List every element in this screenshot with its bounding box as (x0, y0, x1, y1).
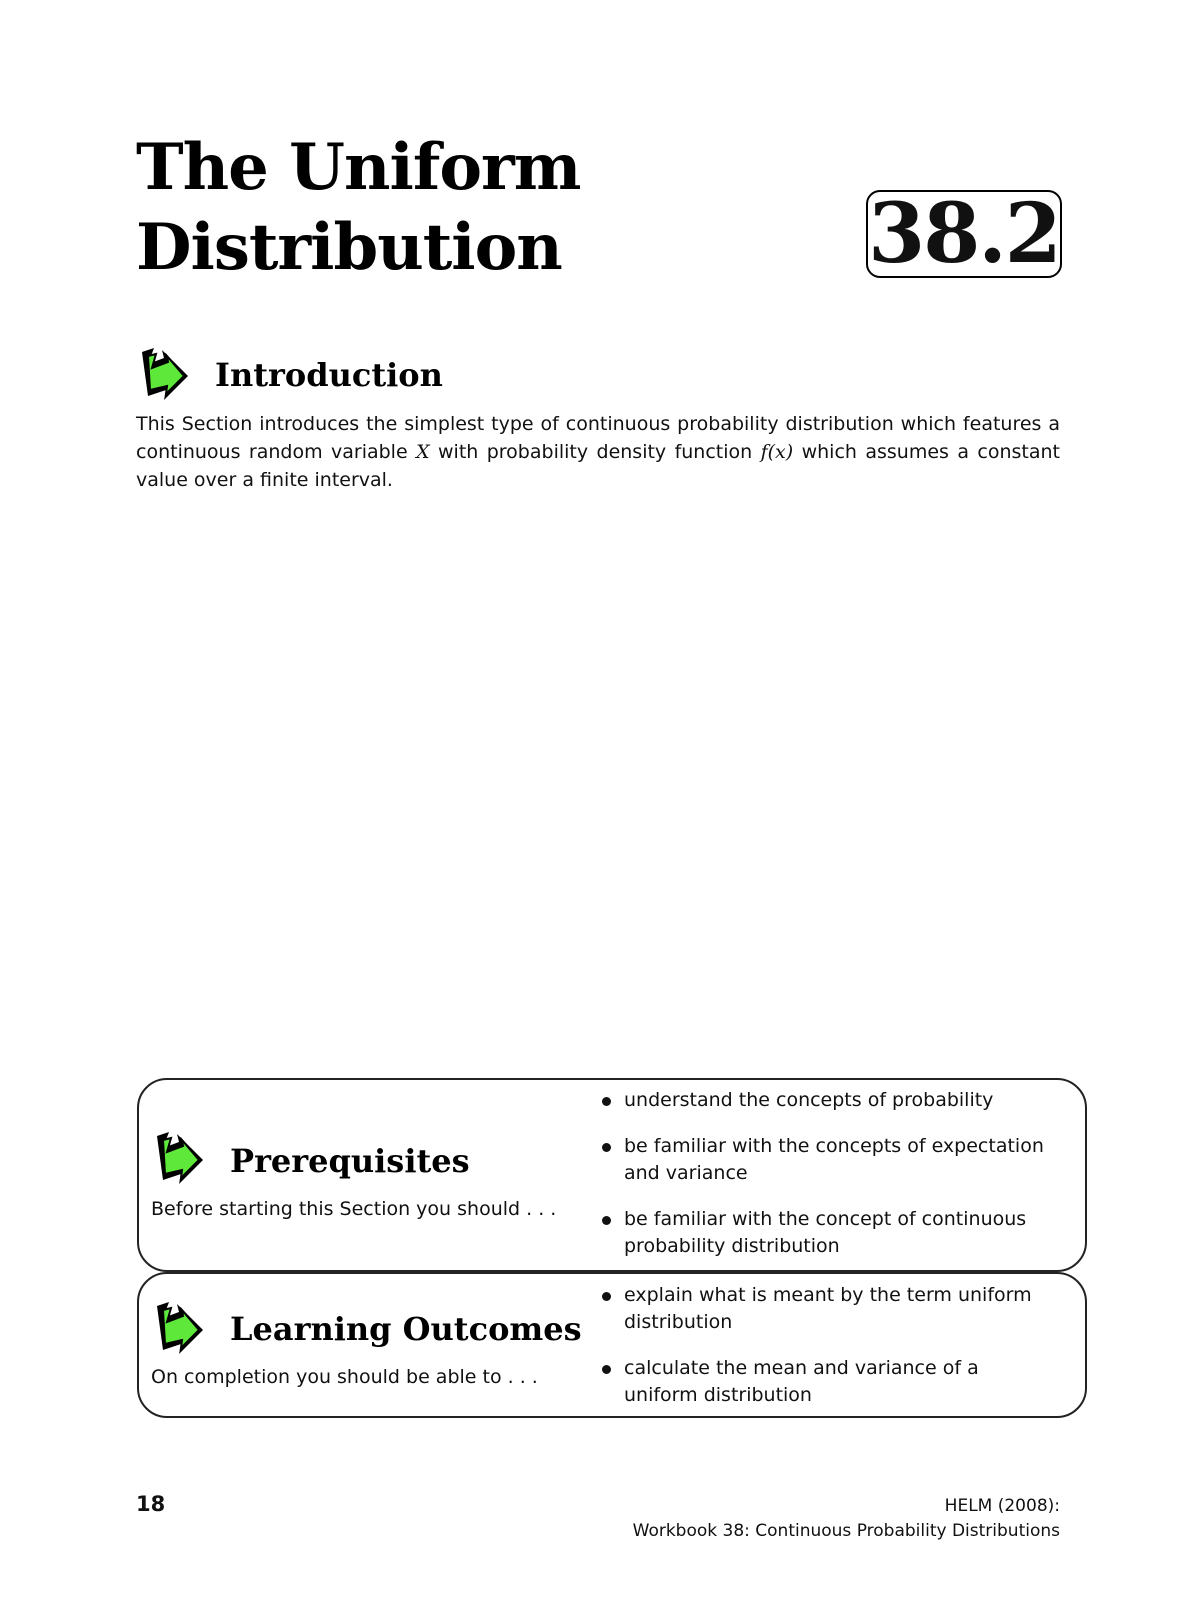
title-line-2: Distribution (136, 210, 562, 285)
green-arrow-icon (134, 346, 192, 402)
function-fx: f(x) (760, 441, 794, 463)
list-item: explain what is meant by the term uniform distribution (600, 1282, 1050, 1336)
list-item: calculate the mean and variance of a uniform distribution (600, 1355, 1050, 1409)
introduction-heading: Introduction (215, 356, 443, 394)
list-item: be familiar with the concept of continuous probability distribution (600, 1206, 1050, 1260)
introduction-text: This Section introduces the simplest type of continuous probability distribution which features a continuous random variable X with probability density function f(x) which assumes a constant value over a finite interval. (136, 413, 1060, 491)
learning-outcomes-subtitle: On completion you should be able to . . . (151, 1366, 538, 1388)
variable-x: X (416, 441, 430, 463)
footer-reference: HELM (2008): Workbook 38: Continuous Probability Distributions (632, 1496, 1060, 1541)
list-item: be familiar with the concepts of expectation and variance (600, 1133, 1050, 1187)
list-item: understand the concepts of probability (600, 1087, 1050, 1114)
green-arrow-icon (149, 1300, 207, 1356)
green-arrow-icon (149, 1130, 207, 1186)
page-number: 18 (136, 1492, 166, 1516)
prerequisites-heading: Prerequisites (230, 1142, 470, 1180)
prerequisites-list (600, 1087, 1050, 1260)
learning-outcomes-heading: Learning Outcomes (230, 1310, 582, 1348)
title-line-1: The Uniform (136, 130, 581, 205)
prerequisites-subtitle: Before starting this Section you should . . . (151, 1198, 557, 1220)
learning-outcomes-list (600, 1282, 1050, 1409)
page-title (136, 128, 580, 288)
section-number-badge: 38.2 (866, 190, 1062, 278)
